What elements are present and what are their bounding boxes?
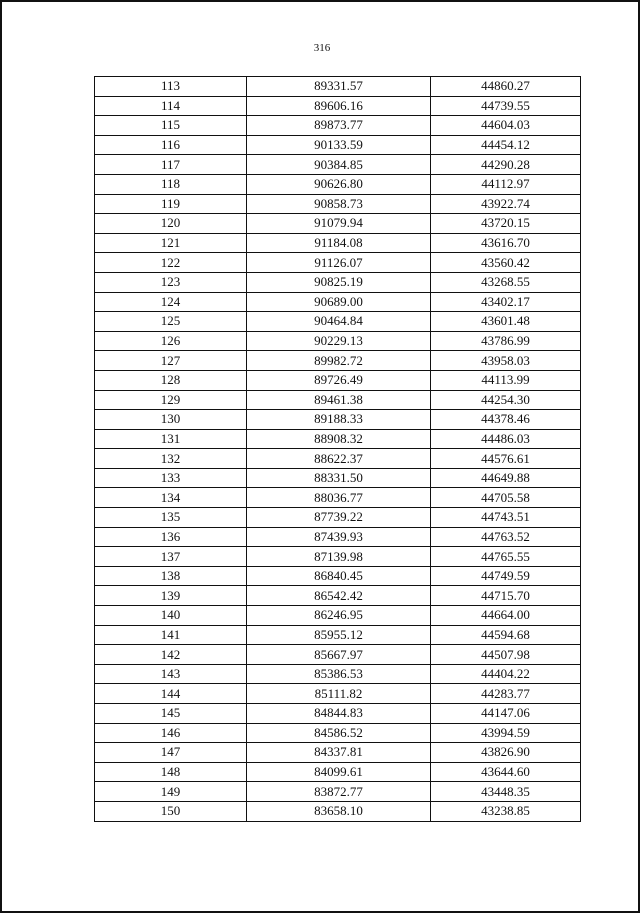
x-coordinate-cell: 86246.95: [247, 606, 431, 626]
y-coordinate-cell: 44743.51: [431, 508, 581, 528]
y-coordinate-cell: 43616.70: [431, 233, 581, 253]
x-coordinate-cell: 83872.77: [247, 782, 431, 802]
point-number-cell: 134: [95, 488, 247, 508]
x-coordinate-cell: 90384.85: [247, 155, 431, 175]
point-number-cell: 147: [95, 743, 247, 763]
table-row: [95, 410, 581, 430]
point-number-cell: 148: [95, 762, 247, 782]
table-row: [95, 684, 581, 704]
table-row: [95, 253, 581, 273]
point-number-cell: 118: [95, 174, 247, 194]
x-coordinate-cell: 87139.98: [247, 547, 431, 567]
y-coordinate-cell: 44283.77: [431, 684, 581, 704]
point-number-cell: 150: [95, 801, 247, 821]
x-coordinate-cell: 84844.83: [247, 704, 431, 724]
table-row: [95, 233, 581, 253]
table-row: [95, 723, 581, 743]
coordinates-table-body: [95, 77, 581, 822]
point-number-cell: 121: [95, 233, 247, 253]
y-coordinate-cell: 44664.00: [431, 606, 581, 626]
x-coordinate-cell: 85955.12: [247, 625, 431, 645]
x-coordinate-cell: 89726.49: [247, 370, 431, 390]
y-coordinate-cell: 44486.03: [431, 429, 581, 449]
point-number-cell: 125: [95, 312, 247, 332]
x-coordinate-cell: 86542.42: [247, 586, 431, 606]
x-coordinate-cell: 90689.00: [247, 292, 431, 312]
point-number-cell: 117: [95, 155, 247, 175]
table-row: [95, 586, 581, 606]
table-row: [95, 547, 581, 567]
y-coordinate-cell: 44507.98: [431, 645, 581, 665]
x-coordinate-cell: 90626.80: [247, 174, 431, 194]
x-coordinate-cell: 89461.38: [247, 390, 431, 410]
point-number-cell: 142: [95, 645, 247, 665]
y-coordinate-cell: 44254.30: [431, 390, 581, 410]
y-coordinate-cell: 44112.97: [431, 174, 581, 194]
y-coordinate-cell: 43994.59: [431, 723, 581, 743]
y-coordinate-cell: 44739.55: [431, 96, 581, 116]
table-row: [95, 312, 581, 332]
point-number-cell: 124: [95, 292, 247, 312]
point-number-cell: 132: [95, 449, 247, 469]
point-number-cell: 145: [95, 704, 247, 724]
point-number-cell: 133: [95, 468, 247, 488]
x-coordinate-cell: 90825.19: [247, 272, 431, 292]
y-coordinate-cell: 44705.58: [431, 488, 581, 508]
point-number-cell: 144: [95, 684, 247, 704]
point-number-cell: 141: [95, 625, 247, 645]
x-coordinate-cell: 84337.81: [247, 743, 431, 763]
x-coordinate-cell: 83658.10: [247, 801, 431, 821]
x-coordinate-cell: 89331.57: [247, 77, 431, 97]
table-row: [95, 96, 581, 116]
table-row: [95, 468, 581, 488]
x-coordinate-cell: 88036.77: [247, 488, 431, 508]
y-coordinate-cell: 44404.22: [431, 664, 581, 684]
point-number-cell: 139: [95, 586, 247, 606]
table-row: [95, 606, 581, 626]
y-coordinate-cell: 43268.55: [431, 272, 581, 292]
table-row: [95, 155, 581, 175]
table-row: [95, 214, 581, 234]
table-row: [95, 743, 581, 763]
y-coordinate-cell: 43402.17: [431, 292, 581, 312]
y-coordinate-cell: 43922.74: [431, 194, 581, 214]
table-row: [95, 704, 581, 724]
y-coordinate-cell: 43958.03: [431, 351, 581, 371]
table-row: [95, 272, 581, 292]
table-row: [95, 135, 581, 155]
point-number-cell: 119: [95, 194, 247, 214]
table-row: [95, 625, 581, 645]
x-coordinate-cell: 89188.33: [247, 410, 431, 430]
x-coordinate-cell: 91184.08: [247, 233, 431, 253]
point-number-cell: 143: [95, 664, 247, 684]
point-number-cell: 129: [95, 390, 247, 410]
y-coordinate-cell: 44576.61: [431, 449, 581, 469]
table-row: [95, 77, 581, 97]
table-row: [95, 292, 581, 312]
table-row: [95, 370, 581, 390]
point-number-cell: 114: [95, 96, 247, 116]
table-row: [95, 782, 581, 802]
table-row: [95, 331, 581, 351]
x-coordinate-cell: 85386.53: [247, 664, 431, 684]
y-coordinate-cell: 44749.59: [431, 566, 581, 586]
point-number-cell: 149: [95, 782, 247, 802]
y-coordinate-cell: 44860.27: [431, 77, 581, 97]
coordinates-table: [94, 76, 581, 822]
point-number-cell: 128: [95, 370, 247, 390]
point-number-cell: 126: [95, 331, 247, 351]
x-coordinate-cell: 86840.45: [247, 566, 431, 586]
y-coordinate-cell: 44594.68: [431, 625, 581, 645]
table-row: [95, 508, 581, 528]
point-number-cell: 140: [95, 606, 247, 626]
y-coordinate-cell: 44763.52: [431, 527, 581, 547]
x-coordinate-cell: 89873.77: [247, 116, 431, 136]
point-number-cell: 120: [95, 214, 247, 234]
table-row: [95, 645, 581, 665]
x-coordinate-cell: 90133.59: [247, 135, 431, 155]
y-coordinate-cell: 43786.99: [431, 331, 581, 351]
point-number-cell: 122: [95, 253, 247, 273]
x-coordinate-cell: 88622.37: [247, 449, 431, 469]
x-coordinate-cell: 91079.94: [247, 214, 431, 234]
table-row: [95, 488, 581, 508]
y-coordinate-cell: 43826.90: [431, 743, 581, 763]
point-number-cell: 131: [95, 429, 247, 449]
point-number-cell: 113: [95, 77, 247, 97]
x-coordinate-cell: 85111.82: [247, 684, 431, 704]
table-row: [95, 351, 581, 371]
table-row: [95, 664, 581, 684]
y-coordinate-cell: 43644.60: [431, 762, 581, 782]
point-number-cell: 137: [95, 547, 247, 567]
table-row: [95, 566, 581, 586]
x-coordinate-cell: 87439.93: [247, 527, 431, 547]
x-coordinate-cell: 88908.32: [247, 429, 431, 449]
x-coordinate-cell: 87739.22: [247, 508, 431, 528]
y-coordinate-cell: 44604.03: [431, 116, 581, 136]
point-number-cell: 116: [95, 135, 247, 155]
point-number-cell: 136: [95, 527, 247, 547]
x-coordinate-cell: 89606.16: [247, 96, 431, 116]
table-row: [95, 429, 581, 449]
table-row: [95, 762, 581, 782]
page-number: 316: [313, 42, 331, 54]
point-number-cell: 130: [95, 410, 247, 430]
y-coordinate-cell: 44113.99: [431, 370, 581, 390]
y-coordinate-cell: 44290.28: [431, 155, 581, 175]
y-coordinate-cell: 43560.42: [431, 253, 581, 273]
y-coordinate-cell: 44765.55: [431, 547, 581, 567]
x-coordinate-cell: 89982.72: [247, 351, 431, 371]
table-row: [95, 390, 581, 410]
x-coordinate-cell: 88331.50: [247, 468, 431, 488]
x-coordinate-cell: 85667.97: [247, 645, 431, 665]
point-number-cell: 135: [95, 508, 247, 528]
y-coordinate-cell: 43720.15: [431, 214, 581, 234]
y-coordinate-cell: 43238.85: [431, 801, 581, 821]
table-row: [95, 174, 581, 194]
point-number-cell: 123: [95, 272, 247, 292]
point-number-cell: 127: [95, 351, 247, 371]
y-coordinate-cell: 43601.48: [431, 312, 581, 332]
y-coordinate-cell: 44378.46: [431, 410, 581, 430]
point-number-cell: 146: [95, 723, 247, 743]
table-row: [95, 527, 581, 547]
y-coordinate-cell: 44454.12: [431, 135, 581, 155]
table-row: [95, 116, 581, 136]
x-coordinate-cell: 90229.13: [247, 331, 431, 351]
table-row: [95, 801, 581, 821]
y-coordinate-cell: 44649.88: [431, 468, 581, 488]
point-number-cell: 115: [95, 116, 247, 136]
y-coordinate-cell: 44715.70: [431, 586, 581, 606]
table-row: [95, 194, 581, 214]
x-coordinate-cell: 90858.73: [247, 194, 431, 214]
y-coordinate-cell: 43448.35: [431, 782, 581, 802]
x-coordinate-cell: 91126.07: [247, 253, 431, 273]
x-coordinate-cell: 84099.61: [247, 762, 431, 782]
table-row: [95, 449, 581, 469]
x-coordinate-cell: 90464.84: [247, 312, 431, 332]
x-coordinate-cell: 84586.52: [247, 723, 431, 743]
y-coordinate-cell: 44147.06: [431, 704, 581, 724]
point-number-cell: 138: [95, 566, 247, 586]
